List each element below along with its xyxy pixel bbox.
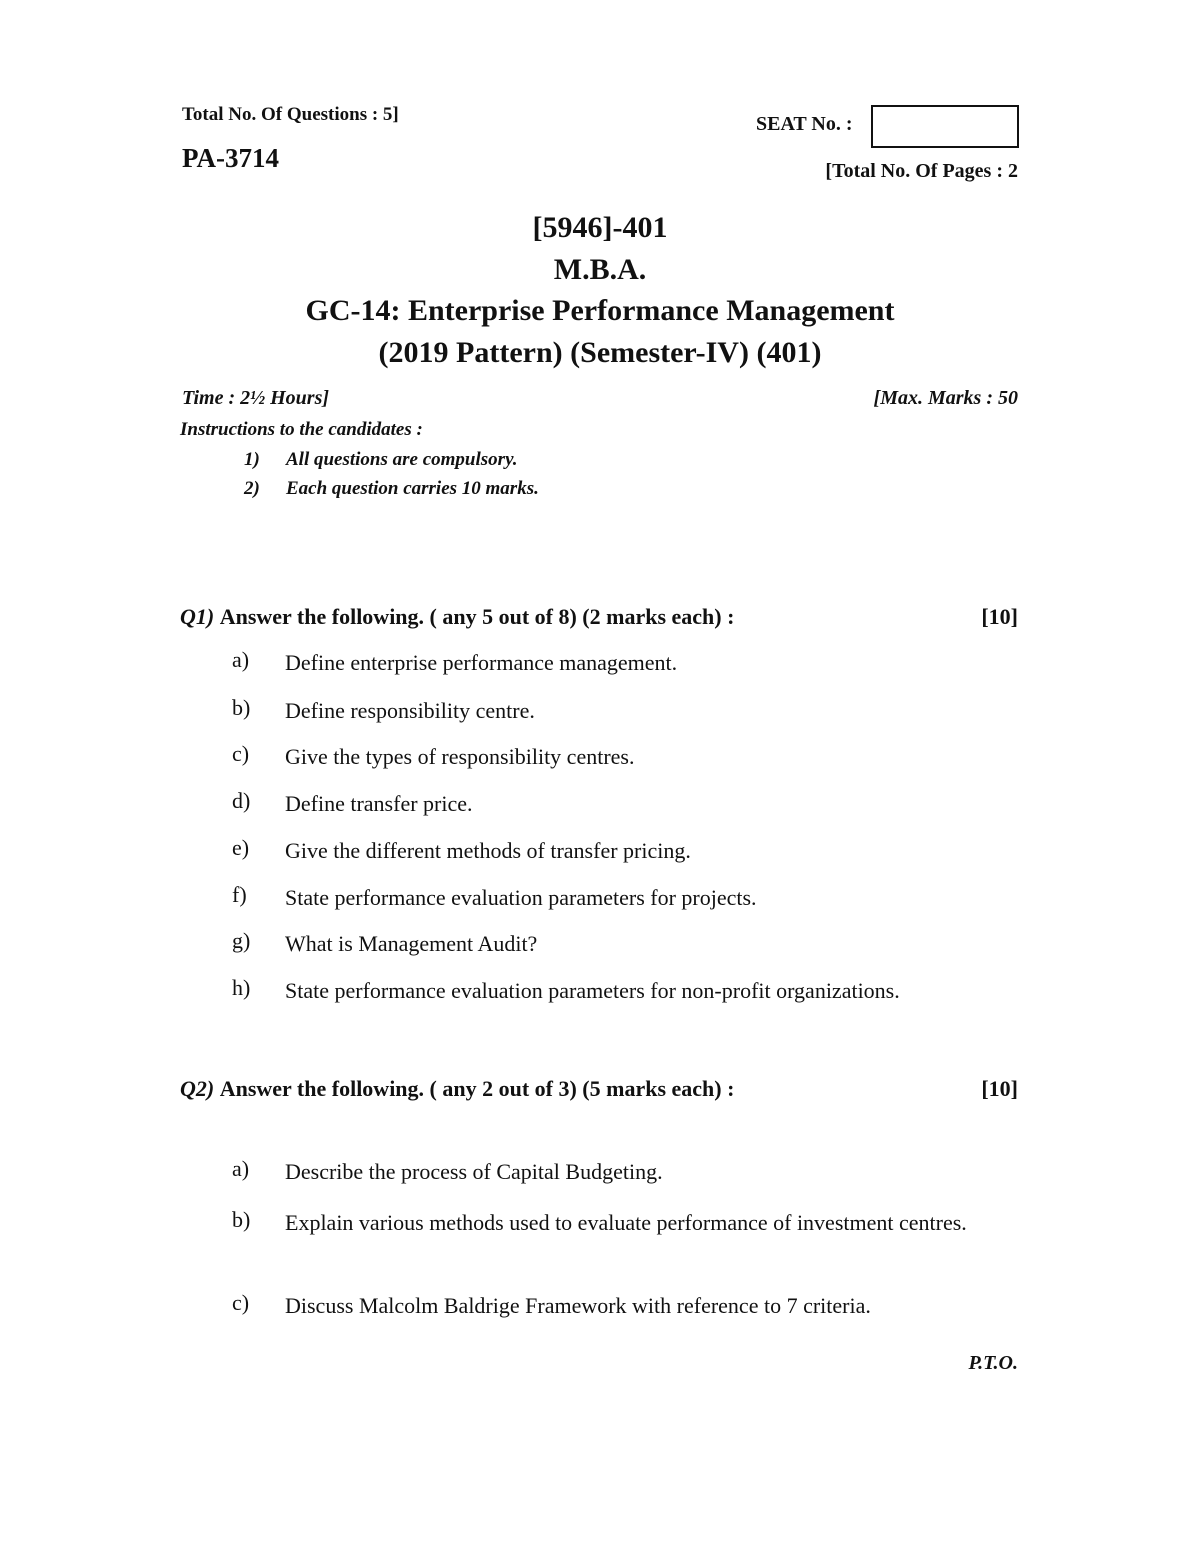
- item-text: State performance evaluation parameters for projects.: [285, 885, 757, 910]
- seat-number-label: SEAT No. :: [756, 113, 853, 135]
- instructions-heading: Instructions to the candidates :: [180, 419, 423, 440]
- instruction-text: All questions are compulsory.: [286, 449, 518, 470]
- question-1-number: Q1): [180, 604, 215, 629]
- max-marks: [Max. Marks : 50: [873, 387, 1018, 409]
- item-text: Give the types of responsibility centres.: [285, 744, 635, 769]
- item-text: What is Management Audit?: [285, 931, 538, 956]
- seat-number-box[interactable]: [871, 105, 1019, 148]
- pattern-title: (2019 Pattern) (Semester-IV) (401): [378, 336, 822, 369]
- degree-title: M.B.A.: [553, 253, 647, 286]
- item-text: Describe the process of Capital Budgeting.: [285, 1159, 663, 1184]
- item-label: e): [232, 835, 250, 860]
- question-1-text: Answer the following. ( any 5 out of 8) (2 marks each) :: [219, 604, 735, 629]
- item-label: b): [232, 1207, 251, 1232]
- item-label: d): [232, 788, 251, 813]
- exam-time: Time : 2½ Hours]: [182, 387, 330, 409]
- item-text: Define responsibility centre.: [285, 698, 535, 723]
- total-pages: [Total No. Of Pages : 2: [825, 160, 1018, 182]
- item-label: f): [232, 882, 247, 907]
- item-text: Discuss Malcolm Baldrige Framework with reference to 7 criteria.: [285, 1293, 871, 1318]
- instruction-text: Each question carries 10 marks.: [286, 478, 539, 499]
- instruction-number: 2): [244, 478, 260, 499]
- paper-code: [5946]-401: [532, 211, 668, 244]
- item-label: a): [232, 1156, 250, 1181]
- item-label: c): [232, 1290, 250, 1315]
- item-label: b): [232, 695, 251, 720]
- subject-title: GC-14: Enterprise Performance Management: [305, 294, 895, 327]
- paper-id: PA-3714: [182, 143, 279, 173]
- item-text: Give the different methods of transfer pricing.: [285, 838, 691, 863]
- question-1-marks: [10]: [981, 604, 1018, 629]
- question-2-marks: [10]: [981, 1076, 1018, 1101]
- item-text: State performance evaluation parameters for non-profit organizations.: [285, 978, 900, 1003]
- item-label: g): [232, 928, 251, 953]
- page-turn-over: P.T.O.: [968, 1352, 1018, 1374]
- item-text: Define enterprise performance management.: [285, 650, 678, 675]
- total-questions: Total No. Of Questions : 5]: [182, 104, 399, 125]
- item-label: a): [232, 647, 250, 672]
- instruction-number: 1): [244, 449, 260, 470]
- item-text: Explain various methods used to evaluate performance of investment centres.: [285, 1210, 967, 1235]
- item-label: h): [232, 975, 251, 1000]
- question-2-number: Q2): [180, 1076, 215, 1101]
- item-label: c): [232, 741, 250, 766]
- question-2-text: Answer the following. ( any 2 out of 3) (5 marks each) :: [219, 1076, 735, 1101]
- item-text: Define transfer price.: [285, 791, 473, 816]
